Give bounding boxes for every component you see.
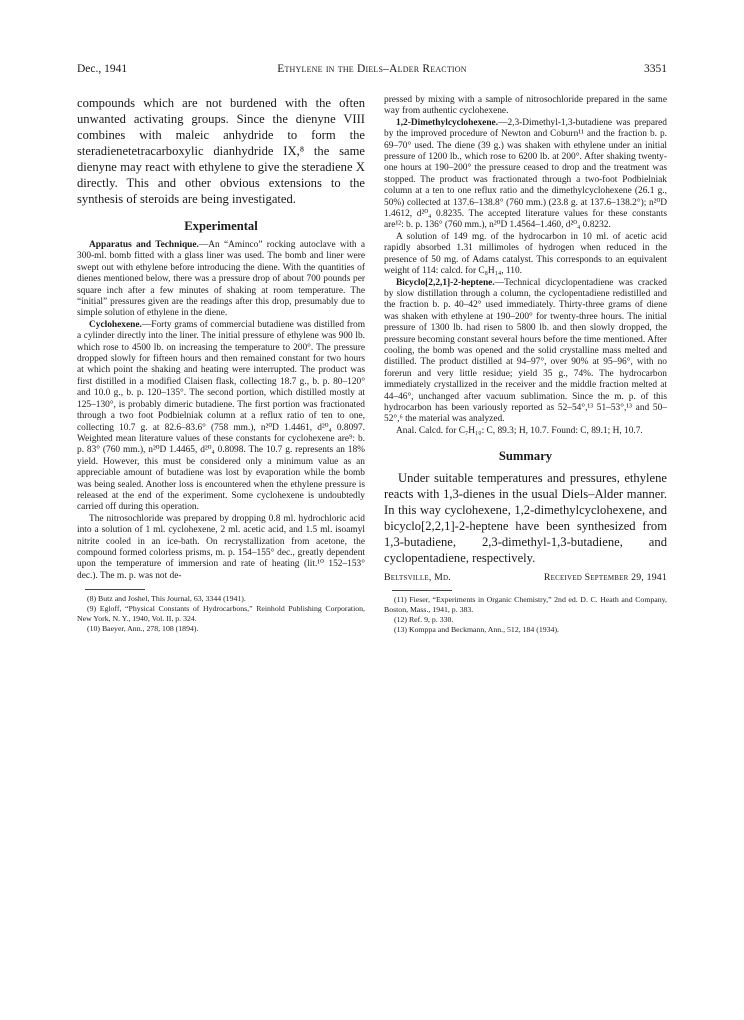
footnote: (12) Ref. 9, p. 330. [394,615,454,625]
cyclohexene-text: —Forty grams of commercial butadiene was distilled from a cylinder directly into the liner. The initial pressure of ethylene was 900 lb. which rose to 4500 lb. on increasing the temperature to 200°. The pressure dropped slowly for fifteen hours and then remained constant for two hours at which point the shaking and heating were interrupted. The product was first distilled in a modified Claisen flask, collecting 18.7 g., b. p. 80–120° and 10.0 g., b. p. 120–135°. The second portion, which distilled mostly at 125–130°, is probably dimeric butadiene. The first portion was fractionated through a two foot Podbielniak column at a reflux ratio of ten to one, collecting 10.7 g. at 82.6–83.6° (758 mm.), n²⁰D 1.4461, d²⁰₄ 0.8097. Weighted mean literature values of these constants for cyclohexene are⁹: b. p. 83° (760 mm.), n²⁰D 1.4465, d²⁰₄ 0.8098. The 10.7 g. represents an 18% yield. However, this must be considered only a minimum value as an appreciable amount of butadiene was lost by evaporation while the bomb was being sealed. Another loss is encountered when the ethylene pressure is released at the end of the experiment. Some cyclohexene is undoubtedly carried off during this operation. [77,319,365,513]
running-header [77,63,667,81]
apparatus-paragraph [77,240,365,320]
header-title: Ethylene in the Diels–Alder Reaction [277,63,467,75]
left-column [77,95,365,634]
cyclohexene-runin: Cyclohexene. [89,319,142,330]
footnote: (9) Egloff, “Physical Constants of Hydrocarbons,” Reinhold Publishing Corporation, New York, N. Y., 1940, Vol. II, p. 324. [77,604,365,624]
footnote-rule [392,590,452,591]
bicyclo-paragraph [384,278,667,426]
header-page-number: 3351 [644,63,667,75]
nitrosochloride-paragraph: The nitrosochloride was prepared by dropping 0.8 ml. hydrochloric acid into a solution of 1 ml. cyclohexene, 2 ml. acetic acid, and 1.5 ml. isoamyl nitrite cooled in an ice-bath. On recrystallization from acetone, the compound formed colorless prisms, m. p. 154–155° dec., greatly dependent upon the temperature of immersion and rate of heating (lit.¹⁰ 152–153° dec.). The m. p. was not de- [77,513,365,581]
dimethyl-paragraph [384,118,667,232]
experimental-heading: Experimental [184,219,258,233]
intro-paragraph: compounds which are not burdened with the often unwanted activating groups. Since the dienyne VIII combines with maleic anhydride to form the steradienetetracarboxylic dianhydride IX,⁸ the same dienyne may react with ethylene to give the steradiene X directly. This and other obvious extensions to the synthesis of steroids are being investigated. [77,96,365,206]
summary-paragraph: Under suitable temperatures and pressures, ethylene reacts with 1,3-dienes in the usual Diels–Alder manner. In this way cyclohexene, 1,2-dimethylcyclohexene, and bicyclo[2,2,1]-2-heptene have been synthesized from 1,3-butadiene, 2,3-dimethyl-1,3-butadiene, and cyclopentadiene, respectively. [384,471,667,566]
bicyclo-text: —Technical dicyclopentadiene was cracked by slow distillation through a column, the cyclopentadiene redistilled and the fraction b. p. 40–42° used immediately. Thirty-three grams of diene was shaken with ethylene at 190–200° for twenty-three hours. The initial pressure of 1300 lb. had risen to 5800 lb. and then slowly dropped, the pressure becoming constant several hours before the time mentioned. After cooling, the bomb was opened and the solid crystalline mass melted and distilled. The product distilled at 94–97°, over 90% at 95–96°, with no forerun and very little residue; yield 35 g., 74%. The hydrocarbon immediately crystallized in the receiver and the middle fraction melted at 44–46°, unchanged after vacuum sublimation. Since the m. p. of this hydrocarbon has been variously reported as 52–54°,¹³ 51–53°,¹³ and 50–52°,⁶ the material was analyzed. [384,277,667,425]
apparatus-runin: Apparatus and Technique. [89,240,199,250]
header-date: Dec., 1941 [77,63,128,75]
apparatus-text: —An “Aminco” rocking autoclave with a 300-ml. bomb fitted with a glass liner was used. The bomb and liner were swept out with ethylene before introducing the diene. With the quantities of dienes mentioned below, there was a pressure drop of about 700 pounds per square inch after a few minutes of shaking at room temperature. The “initial” pressures given are the readings after this drop, presumably due to simple solution of ethylene in the diene. [77,240,365,319]
footnote: (8) Butz and Joshel, This Journal, 63, 3344 (1941). [87,594,246,604]
right-column [384,95,667,635]
summary-heading: Summary [498,449,553,464]
bicyclo-runin: Bicyclo[2,2,1]-2-heptene. [396,277,495,288]
footnote: (13) Komppa and Beckmann, Ann., 512, 184 (1934). [394,625,560,635]
dimethyl-runin: 1,2-Dimethylcyclohexene. [396,117,499,128]
solution-paragraph: A solution of 149 mg. of the hydrocarbon in 10 ml. of acetic acid rapidly absorbed 1.31 millimoles of hydrogen when reduced in the presence of 50 mg. of Adams catalyst. This corresponds to an equivalent weight of 114: calcd. for C₈H₁₄, 110. [384,231,667,277]
footnote: (10) Baeyer, Ann., 278, 108 (1894). [87,624,199,634]
cyclohexene-paragraph [77,320,365,514]
dimethyl-text: —2,3-Dimethyl-1,3-butadiene was prepared by the improved procedure of Newton and Coburn¹¹ and the fraction b. p. 69–70° used. The diene (39 g.) was shaken with ethylene under an initial pressure of 1200 lb., which rose to 6200 lb. at 200°. After shaking twenty-one hours at 190–200° the pressure ceased to drop and the treatment was stopped. The product was fractionated through a two-foot Podbielniak column at a ten to one reflux ratio and the dimethylcyclohexene (26.1 g., 50%) collected at 137.6–138.8° (760 mm.) (23.8 g. at 137.6–138.2°); n²⁰D 1.4612, d²⁰₄ 0.8235. The accepted literature values for these constants are¹²: b. p. 136° (760 mm.), n²⁰D 1.4564–1.460, d²⁰₄ 0.8232. [384,117,667,231]
footnote-rule [85,589,145,590]
received-date: Received September 29, 1941 [543,572,667,584]
analysis-paragraph: Anal. Calcd. for C₇H₁₀: C, 89.3; H, 10.7. Found: C, 89.1; H, 10.7. [396,425,643,436]
location: Beltsville, Md. [384,572,451,584]
continuation-paragraph: pressed by mixing with a sample of nitrosochloride prepared in the same way from authentic cyclohexene. [384,95,667,117]
footnote: (11) Fieser, “Experiments in Organic Chemistry,” 2nd ed. D. C. Heath and Company, Boston, Mass., 1941, p. 383. [384,595,667,615]
signoff-line [384,572,667,583]
